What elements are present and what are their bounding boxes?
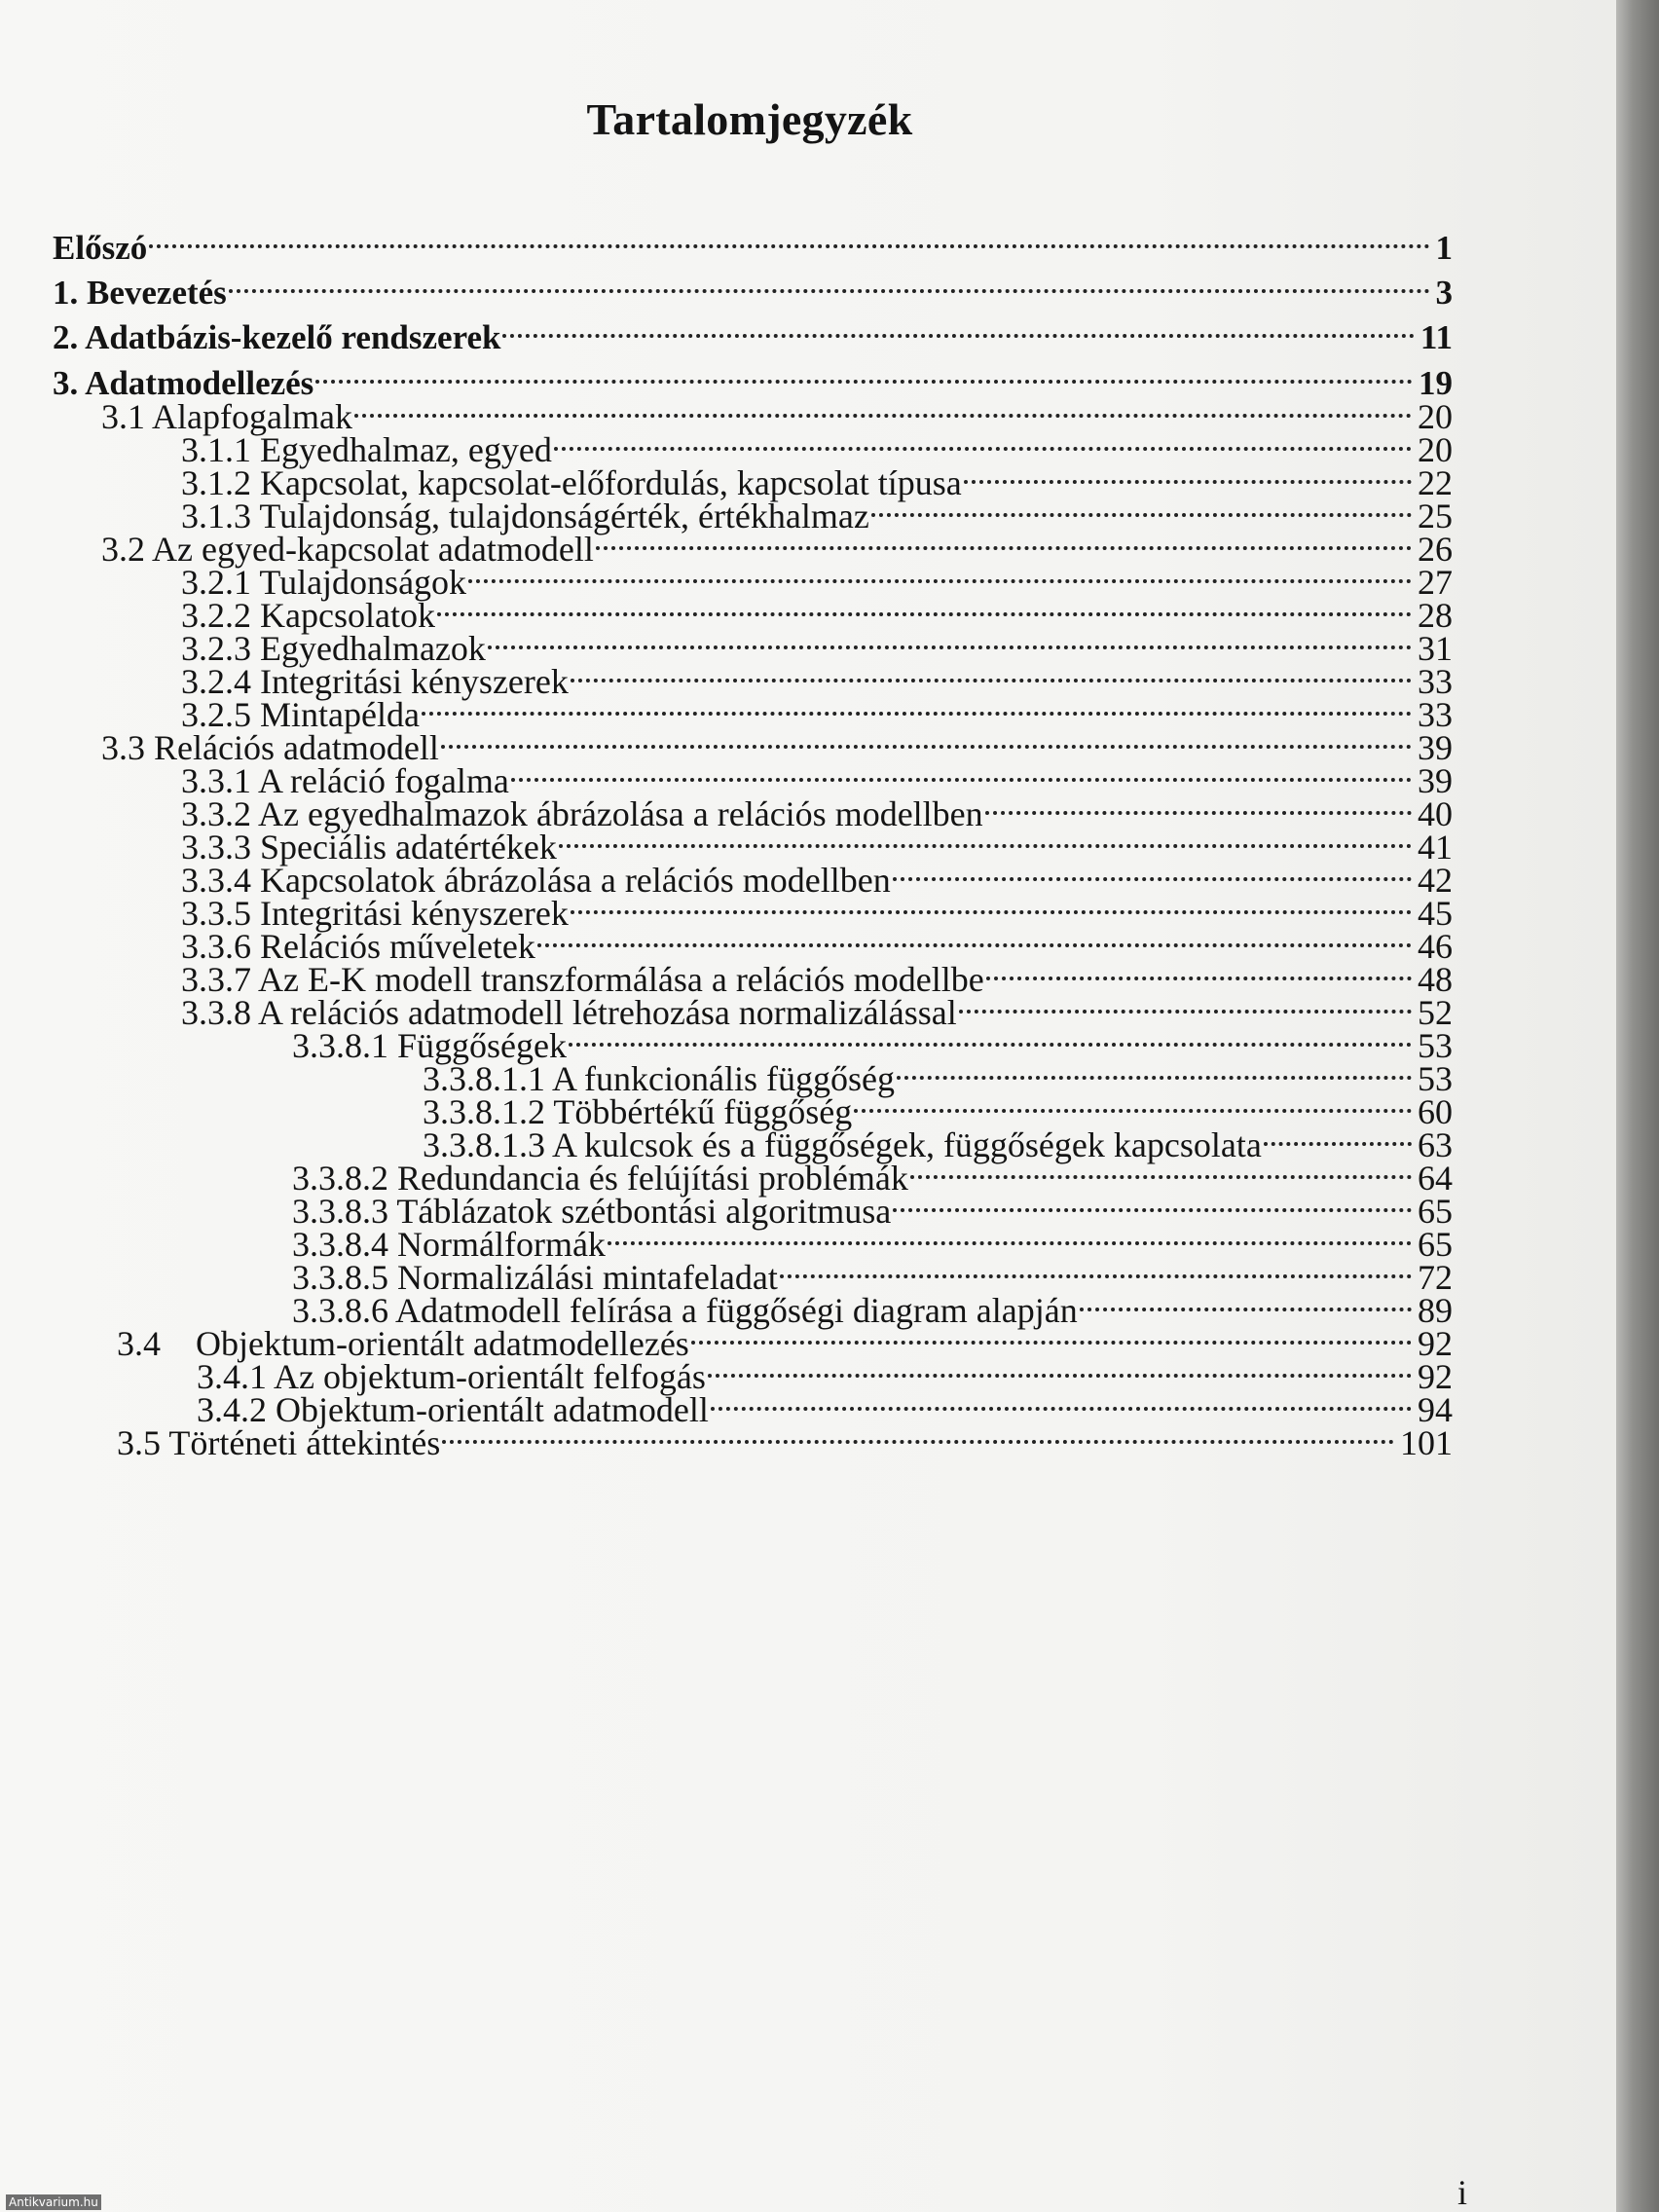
toc-entry-page: 41 <box>1418 828 1453 866</box>
page-title: Tartalomjegyzék <box>586 94 913 144</box>
toc-entry-label: 3.2.4 Integritási kényszerek <box>181 662 569 701</box>
toc-entry-label: 3.1 Alapfogalmak <box>101 397 352 436</box>
toc-entry-label: Előszó <box>53 229 148 267</box>
toc-leader-dots <box>442 1408 1396 1455</box>
toc-entry-label: 3.1.3 Tulajdonság, tulajdonságérték, értékhalmaz <box>181 497 869 535</box>
toc-entry-label: 3.1.2 Kapcsolat, kapcsolat-előfordulás, kapcsolat típusa <box>181 463 962 502</box>
toc-entry-label: 3.3.8.3 Táblázatok szétbontási algoritmusa <box>292 1192 892 1231</box>
toc-entry-page: 63 <box>1418 1125 1453 1164</box>
toc-entry-label: 3.3.2 Az egyedhalmazok ábrázolása a relációs modellben <box>181 794 983 833</box>
toc-entry-page: 31 <box>1418 629 1453 668</box>
toc-entry-page: 92 <box>1418 1324 1453 1363</box>
toc-entry-page: 60 <box>1418 1092 1453 1131</box>
watermark: Antikvarium.hu <box>6 2194 101 2210</box>
toc-entry-label: 3.2 Az egyed-kapcsolat adatmodell <box>101 530 594 569</box>
toc-entry-page: 33 <box>1418 695 1453 734</box>
toc-entry-page: 20 <box>1418 397 1453 436</box>
toc-entry-label: 3.3.8.1.3 A kulcsok és a függőségek, függőségek kapcsolata <box>423 1125 1262 1164</box>
toc-entry-label: 3.3.4 Kapcsolatok ábrázolása a relációs modellben <box>181 861 891 900</box>
page-number: i <box>1457 2173 1468 2212</box>
toc-entry-page: 20 <box>1418 430 1453 469</box>
toc-entry-page: 89 <box>1418 1291 1453 1330</box>
toc-entry-label: 3.3.8 A relációs adatmodell létrehozása normalizálással <box>181 993 957 1032</box>
toc-entry-label: 3.3.7 Az E-K modell transzformálása a relációs modellbe <box>181 960 984 999</box>
toc-entry-label: 3.3 Relációs adatmodell <box>101 728 439 767</box>
toc-entry-page: 11 <box>1419 318 1453 356</box>
toc-entry-page: 25 <box>1418 497 1453 535</box>
toc-entry-page: 64 <box>1418 1159 1453 1198</box>
toc-entry-label: 3.3.8.1.1 A funkcionális függőség <box>423 1059 895 1098</box>
toc-entry-page: 101 <box>1400 1423 1453 1462</box>
toc-entry-label: 2. Adatbázis-kezelő rendszerek <box>53 318 501 356</box>
toc-entry-label: 3.1.1 Egyedhalmaz, egyed <box>181 430 552 469</box>
toc-entry-label: 3.3.6 Relációs műveletek <box>181 927 535 966</box>
toc-entry <box>117 1408 1453 1462</box>
toc-entry-page: 65 <box>1418 1192 1453 1231</box>
toc-entry-label: 3.3.3 Speciális adatértékek <box>181 828 557 866</box>
toc-entry-label: 3.3.8.1.2 Többértékű függőség <box>423 1092 853 1131</box>
toc-entry-page: 45 <box>1418 894 1453 933</box>
toc-leader-dots <box>502 302 1416 349</box>
toc-entry-page: 65 <box>1418 1225 1453 1264</box>
toc-entry-page: 3 <box>1435 274 1453 312</box>
toc-entry-label: 3.4.1 Az objektum-orientált felfogás <box>197 1357 706 1396</box>
toc-entry-label: 3.2.5 Mintapélda <box>181 695 420 734</box>
toc-entry-label: 3.3.8.6 Adatmodell felírása a függőségi diagram alapján <box>292 1291 1078 1330</box>
toc-entry-page: 27 <box>1418 563 1453 602</box>
toc-entry-label: 3.4 Objektum-orientált adatmodellezés <box>117 1324 689 1363</box>
toc-leader-dots <box>149 212 1431 259</box>
toc-leader-dots <box>229 257 1432 304</box>
toc-entry-page: 48 <box>1418 960 1453 999</box>
toc-entry <box>53 257 1453 312</box>
toc-entry-label: 3.3.8.5 Normalizálási mintafeladat <box>292 1258 778 1297</box>
toc-entry-label: 3.3.5 Integritási kényszerek <box>181 894 569 933</box>
toc-entry-label: 3.3.8.4 Normálformák <box>292 1225 606 1264</box>
toc-entry-page: 46 <box>1418 927 1453 966</box>
toc-entry-page: 72 <box>1418 1258 1453 1297</box>
toc-entry-page: 52 <box>1418 993 1453 1032</box>
toc-entry-label: 3.2.2 Kapcsolatok <box>181 596 435 635</box>
toc-entry-page: 94 <box>1418 1390 1453 1429</box>
toc-entry-page: 53 <box>1418 1026 1453 1065</box>
toc-entry-label: 3.4.2 Objektum-orientált adatmodell <box>197 1390 709 1429</box>
toc-entry-page: 22 <box>1418 463 1453 502</box>
toc-entry-label: 3.2.3 Egyedhalmazok <box>181 629 486 668</box>
toc-entry-page: 40 <box>1418 794 1453 833</box>
toc-entry-label: 3.2.1 Tulajdonságok <box>181 563 467 602</box>
toc-entry-page: 33 <box>1418 662 1453 701</box>
toc-entry-label: 3. Adatmodellezés <box>53 364 314 402</box>
toc-entry <box>53 302 1453 356</box>
toc-entry-label: 3.3.1 A reláció fogalma <box>181 761 509 800</box>
toc-entry-page: 53 <box>1418 1059 1453 1098</box>
toc-entry-page: 42 <box>1418 861 1453 900</box>
page-edge <box>1616 0 1659 2212</box>
toc-entry-label: 1. Bevezetés <box>53 274 227 312</box>
toc-entry <box>53 212 1453 267</box>
toc-entry-label: 3.3.8.2 Redundancia és felújítási problémák <box>292 1159 908 1198</box>
toc-entry-page: 26 <box>1418 530 1453 569</box>
toc-entry-label: 3.3.8.1 Függőségek <box>292 1026 567 1065</box>
toc-entry-page: 92 <box>1418 1357 1453 1396</box>
toc-entry-page: 1 <box>1435 229 1453 267</box>
toc-entry-page: 39 <box>1418 728 1453 767</box>
toc-entry-page: 19 <box>1419 364 1453 402</box>
toc-entry-page: 39 <box>1418 761 1453 800</box>
toc-entry-label: 3.5 Történeti áttekintés <box>117 1423 441 1462</box>
toc-entry-page: 28 <box>1418 596 1453 635</box>
